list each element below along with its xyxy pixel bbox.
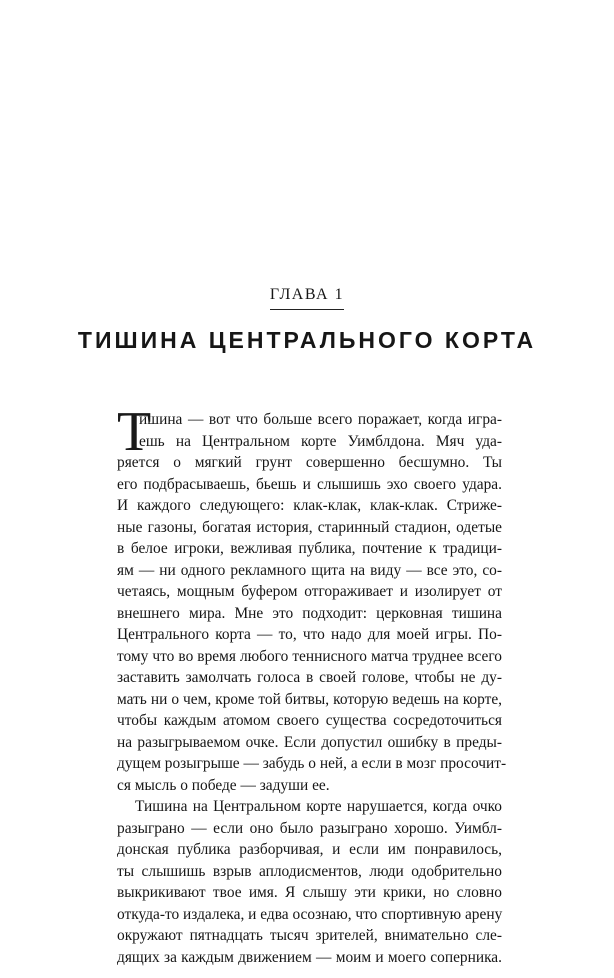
text-line: внешнего мира. Мне это подходит: церковная тишина	[117, 604, 502, 622]
text-line: в белое игроки, вежливая публика, почтение к традици-	[117, 540, 502, 557]
text-line: заставить замолчать голоса в своей голове, чтобы не ду-	[117, 669, 502, 686]
text-line: И каждого следующего: клак-клак, клак-клак. Стриже-	[117, 497, 502, 514]
text-line: ешь на Центральном корте Уимблдона. Мяч уда-	[139, 432, 502, 450]
text-line: Тишина на Центральном корте нарушается, когда очко	[135, 798, 502, 815]
text-line: донская публика разборчивая, и если им понравилось,	[117, 841, 502, 858]
text-line: мать ни о чем, кроме той битвы, которую ведешь на корте,	[117, 690, 502, 708]
body-text	[117, 401, 507, 968]
text-line: дящих за каждым движением — моим и моего соперника.	[117, 948, 502, 966]
text-line: Центрального корта — то, что надо для моей игры. По-	[117, 626, 502, 643]
chapter-divider	[270, 309, 344, 310]
text-line: выкрикивают твое имя. Я слышу эти крики, но словно	[117, 884, 502, 901]
text-line: четаясь, мощным буфером отгораживает и изолирует от	[117, 583, 502, 600]
text-line: чтобы каждым атомом своего существа сосредоточиться	[117, 712, 502, 729]
text-line: ты слышишь взрыв аплодисментов, люди одобрительно	[117, 862, 502, 880]
text-line: окружают пятнадцать тысяч зрителей, внимательно сле-	[117, 927, 502, 944]
drop-cap: Т	[117, 401, 152, 463]
text-line: его подбрасываешь, бьешь и слышишь эхо своего удара.	[117, 475, 502, 493]
text-line: откуда-то издалека, и едва осознаю, что спортивную арену	[117, 905, 503, 923]
text-line: разыграно — если оно было разыграно хорошо. Уимбл-	[117, 819, 502, 837]
text-line: ям — ни одного рекламного щита на виду — все это, со-	[117, 561, 502, 579]
text-line: дущем розыгрыше — забудь о ней, а если в мозг просочит-	[117, 755, 507, 772]
chapter-label: ГЛАВА 1	[269, 286, 345, 303]
text-line: Т ишина — вот что больше всего поражает, когда игра-	[117, 401, 502, 463]
text-line: ся мысль о победе — задуши ее.	[117, 776, 330, 794]
text-line: ряется о мягкий грунт совершенно бесшумно. Ты	[117, 454, 502, 471]
chapter-title: ТИШИНА ЦЕНТРАЛЬНОГО КОРТА	[77, 327, 537, 353]
text-line: тому что во время любого теннисного матча труднее всего	[117, 647, 502, 665]
text-line: ные газоны, богатая история, старинный стадион, одетые	[117, 518, 502, 536]
text-line: на разыгрываемом очке. Если допустил ошибку в преды-	[117, 733, 502, 751]
